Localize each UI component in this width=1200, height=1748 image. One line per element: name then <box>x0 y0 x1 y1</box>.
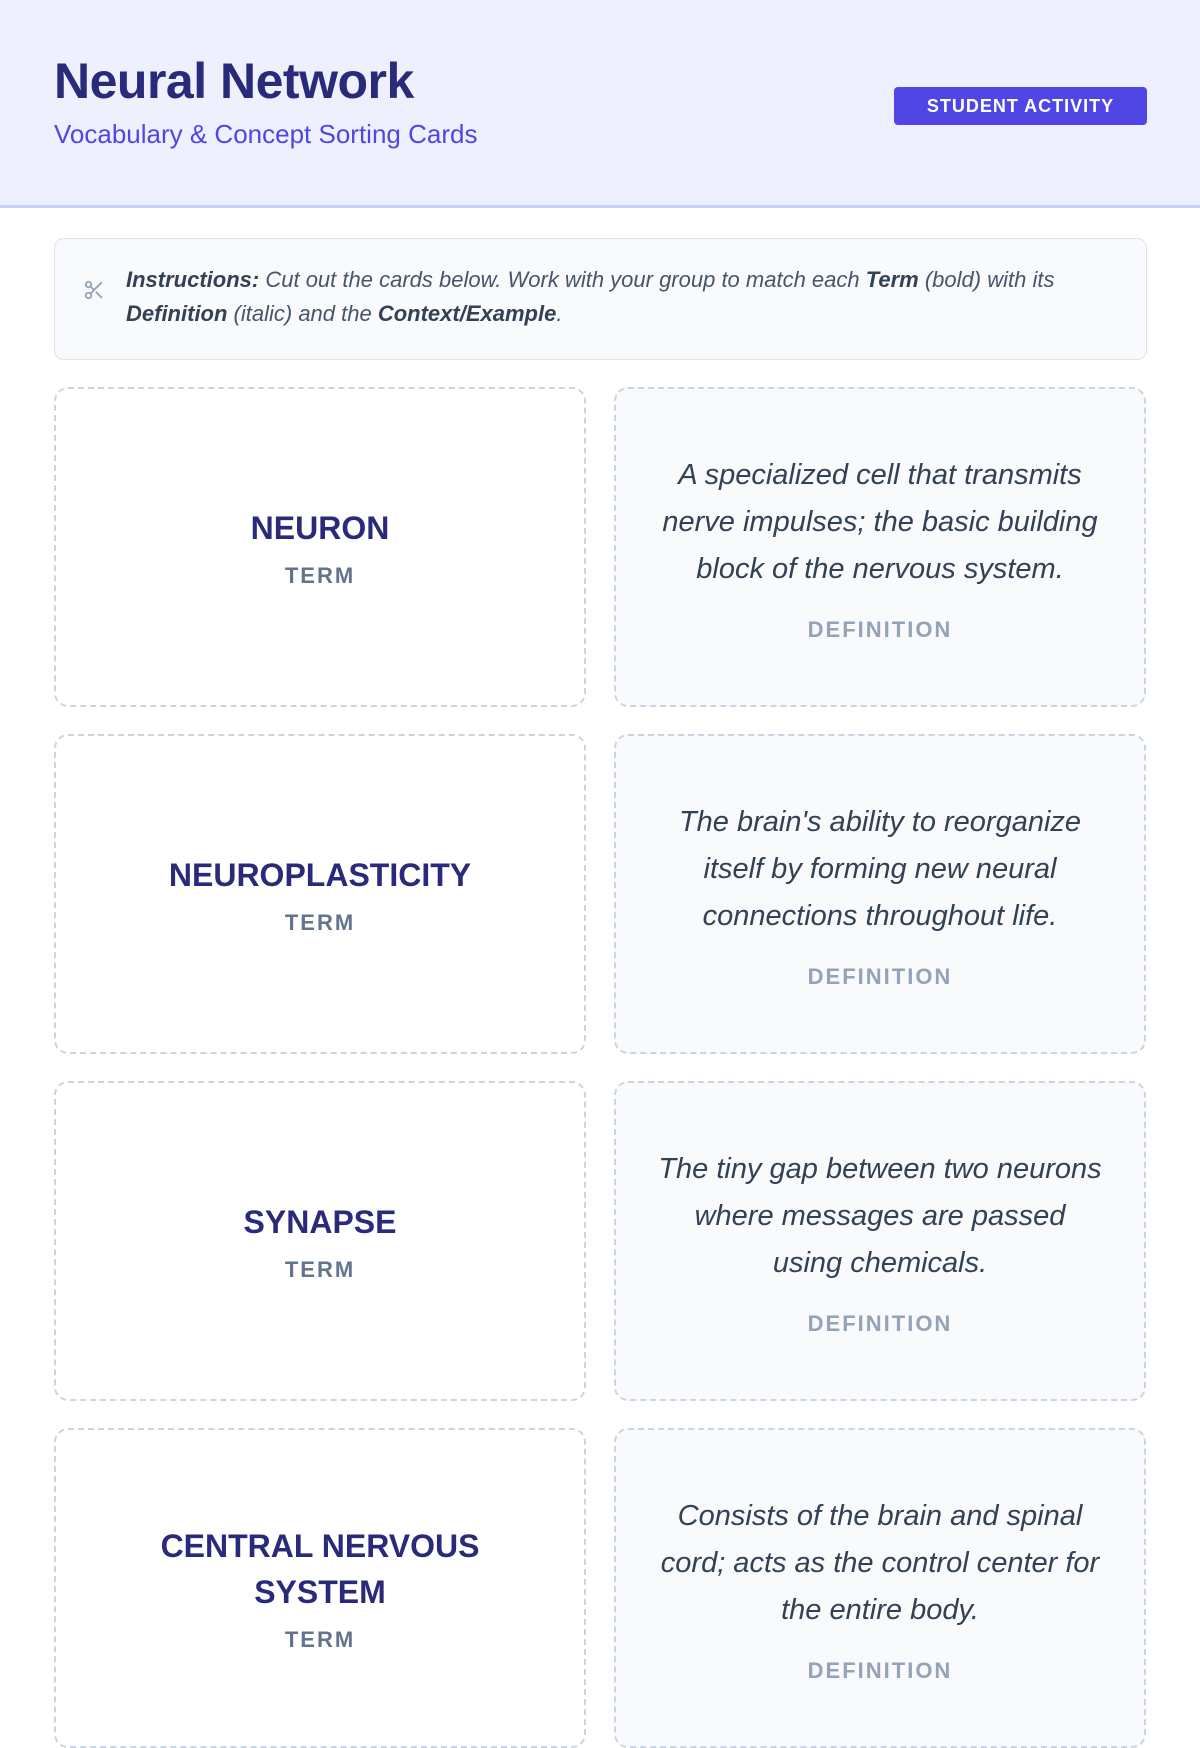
definition-label: DEFINITION <box>807 963 953 989</box>
instructions-part-3: (italic) and the <box>227 301 378 326</box>
page-header <box>0 0 1200 208</box>
term-text: NEUROPLASTICITY <box>168 857 472 893</box>
instructions-lead: Instructions: <box>126 267 260 292</box>
instructions-context-word: Context/Example <box>377 301 557 326</box>
term-card-central-nervous-system[interactable] <box>54 1428 586 1748</box>
definition-label: DEFINITION <box>807 1657 953 1683</box>
instructions-part-4: . <box>556 301 563 326</box>
instructions-definition-word: Definition <box>126 301 228 326</box>
instructions-part-1: Cut out the cards below. Work with your group to match each <box>259 267 866 292</box>
definition-text: Consists of the brain and spinal cord; acts as the control center for the entire body. <box>660 1499 1100 1626</box>
instructions-term-word: Term <box>865 267 919 292</box>
scissors-icon <box>83 279 105 301</box>
term-text: SYNAPSE <box>243 1204 397 1240</box>
definition-text: A specialized cell that transmits nerve impulses; the basic building block of the nervous system. <box>662 458 1098 585</box>
page-title: Neural Network <box>54 53 414 109</box>
instructions-box <box>54 238 1147 360</box>
definition-card-central-nervous-system[interactable] <box>614 1428 1146 1748</box>
term-card-neuron[interactable] <box>54 387 586 707</box>
definition-label: DEFINITION <box>807 1310 953 1336</box>
term-card-synapse[interactable] <box>54 1081 586 1401</box>
term-label: TERM <box>284 910 356 935</box>
definition-card-synapse[interactable] <box>614 1081 1146 1401</box>
term-text: CENTRAL NERVOUS SYSTEM <box>160 1528 480 1610</box>
student-activity-badge: STUDENT ACTIVITY <box>894 87 1147 125</box>
term-card-neuroplasticity[interactable] <box>54 734 586 1054</box>
instructions-text <box>126 263 1126 331</box>
definition-label: DEFINITION <box>807 616 953 642</box>
definition-card-neuron[interactable] <box>614 387 1146 707</box>
term-label: TERM <box>284 563 356 588</box>
definition-text: The tiny gap between two neurons where messages are passed using chemicals. <box>658 1152 1102 1279</box>
page-subtitle: Vocabulary & Concept Sorting Cards <box>54 119 478 149</box>
term-label: TERM <box>284 1257 356 1282</box>
term-text: NEURON <box>250 510 390 546</box>
term-label: TERM <box>284 1627 356 1652</box>
definition-card-neuroplasticity[interactable] <box>614 734 1146 1054</box>
definition-text: The brain's ability to reorganize itself by forming new neural connections throughout life. <box>678 805 1082 932</box>
instructions-part-2: (bold) with its <box>918 267 1055 292</box>
